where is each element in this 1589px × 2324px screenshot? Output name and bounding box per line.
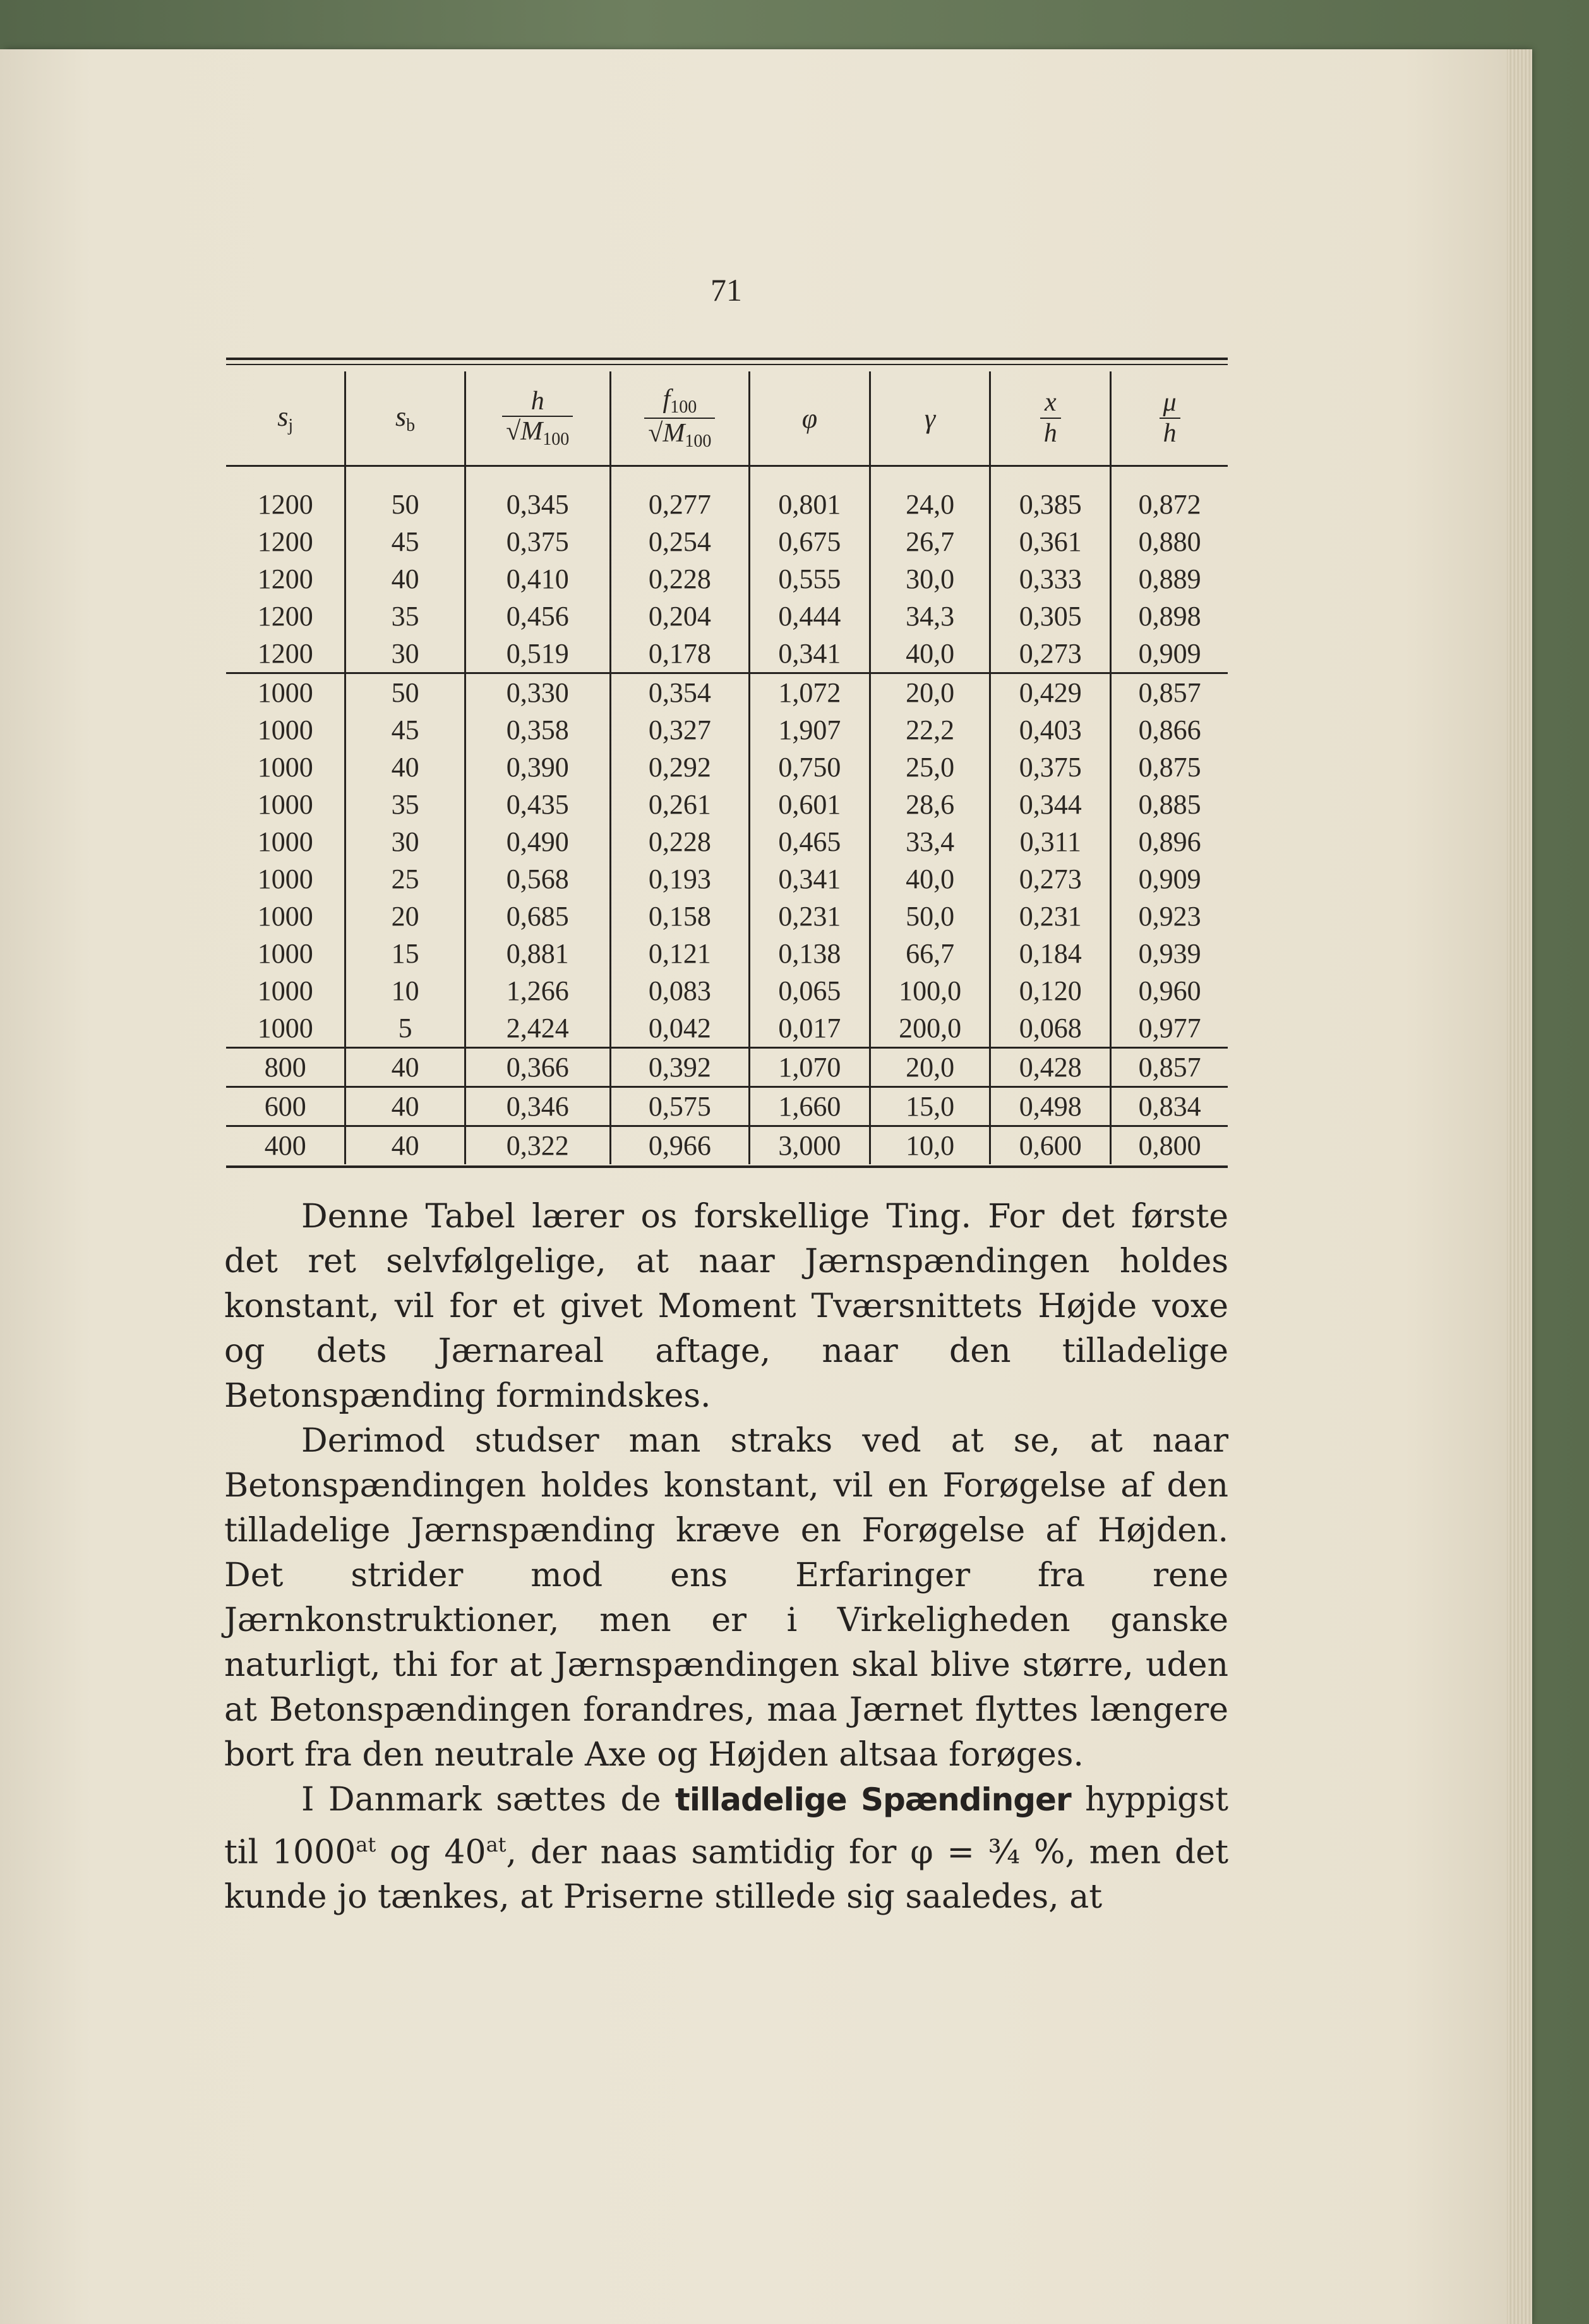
table-row: [226, 673, 1228, 712]
cell-f-ratio: 0,193: [610, 860, 749, 898]
cell-gamma: 50,0: [870, 898, 990, 935]
cell-gamma: 22,2: [870, 711, 990, 749]
cell-x-ratio: 0,498: [990, 1087, 1111, 1126]
cell-sj: 1200: [257, 526, 313, 557]
table-row: [226, 786, 1228, 823]
cell-sj: 1000: [257, 714, 313, 745]
cell-phi: 1,660: [750, 1087, 870, 1126]
paragraph-2: Derimod studser man straks ved at se, at naar Betonspændingen holdes konstant, vil en Forøgelse af den tilladelige Jærnspænding kræve en Forøgelse af Højden. Det strider mod ens Erfaringer fra rene Jærnkonstruktioner, men er i Virkeligheden ganske naturligt, thi for at Jærnspændingen skal blive større, uden at Betonspændingen forandres, maa Jærnet flyttes længere bort fra den neutrale Axe og Højden altsaa forøges.: [224, 1422, 1228, 1774]
cell-h-ratio: 1,266: [465, 972, 610, 1009]
table-header-row: [226, 371, 1228, 466]
cell-x-ratio: 0,428: [990, 1048, 1111, 1087]
cell-sb: 45: [345, 523, 465, 560]
cell-gamma: 25,0: [870, 749, 990, 786]
cell-sb: 5: [345, 1009, 465, 1048]
table-row: [226, 1009, 1228, 1048]
cell-phi: 0,750: [750, 749, 870, 786]
cell-sj: 1000: [257, 901, 313, 932]
cell-sj: 1000: [226, 673, 345, 712]
cell-sj: 1200: [257, 563, 313, 594]
table-row: [226, 1087, 1228, 1126]
cell-mu-ratio: 0,896: [1111, 823, 1228, 860]
page-number: 71: [711, 272, 742, 308]
cell-x-ratio: 0,311: [990, 823, 1111, 860]
cell-f-ratio: 0,228: [610, 560, 749, 598]
cell-f-ratio: 0,083: [610, 972, 749, 1009]
cell-h-ratio: 0,490: [465, 823, 610, 860]
cell-h-ratio: 0,568: [465, 860, 610, 898]
cell-phi: 0,444: [750, 598, 870, 635]
cell-gamma: 34,3: [870, 598, 990, 635]
cell-h-ratio: 0,456: [465, 598, 610, 635]
cell-f-ratio: 0,277: [610, 466, 749, 524]
cell-f-ratio: 0,327: [610, 711, 749, 749]
cell-f-ratio: 0,178: [610, 635, 749, 673]
cell-sb: 35: [345, 786, 465, 823]
cell-phi: 3,000: [750, 1126, 870, 1165]
cell-x-ratio: 0,273: [990, 635, 1111, 673]
cell-gamma: 40,0: [870, 635, 990, 673]
cell-x-ratio: 0,231: [990, 898, 1111, 935]
cell-mu-ratio: 0,857: [1111, 1048, 1228, 1087]
cell-h-ratio: 0,345: [465, 466, 610, 524]
cell-gamma: 15,0: [870, 1087, 990, 1126]
cell-f-ratio: 0,392: [610, 1048, 749, 1087]
cell-h-ratio: 2,424: [465, 1009, 610, 1048]
header-sb: $s_b$: [345, 371, 465, 466]
paragraph-3: I Danmark sættes de tilladelige Spændinger hyppigst til $1000^{at}$ og $40^{at}$, der naas samtidig for φ = ¾ %, men det kunde jo tænkes, at Priserne stillede sig saaledes, at: [224, 1781, 1228, 1917]
cell-h-ratio: 0,435: [465, 786, 610, 823]
cell-mu-ratio: 0,977: [1111, 1009, 1228, 1048]
cell-gamma: 20,0: [870, 673, 990, 712]
table-top-rule-thin: [226, 364, 1228, 365]
header-gamma: γ: [870, 371, 990, 466]
cell-sj: 1200: [257, 489, 313, 520]
cell-phi: 0,555: [750, 560, 870, 598]
cell-sb: 25: [345, 860, 465, 898]
cell-x-ratio: 0,068: [990, 1009, 1111, 1048]
cell-x-ratio: 0,184: [990, 935, 1111, 972]
table-row: [226, 823, 1228, 860]
page-edges: [1507, 49, 1532, 2324]
cell-sj: 1000: [257, 975, 313, 1006]
cell-phi: 0,465: [750, 823, 870, 860]
cell-sj: 400: [226, 1126, 345, 1165]
cell-f-ratio: 0,158: [610, 898, 749, 935]
cell-phi: 0,801: [750, 466, 870, 524]
cell-f-ratio: 0,042: [610, 1009, 749, 1048]
table-row: [226, 1048, 1228, 1087]
cell-gamma: 30,0: [870, 560, 990, 598]
table-bottom-rule: [226, 1165, 1228, 1168]
cell-sj: 600: [226, 1087, 345, 1126]
cell-mu-ratio: 0,939: [1111, 935, 1228, 972]
cell-mu-ratio: 0,834: [1111, 1087, 1228, 1126]
cell-h-ratio: 0,322: [465, 1126, 610, 1165]
cell-sj: 1200: [257, 638, 313, 669]
stress-table: [226, 371, 1228, 1164]
cell-h-ratio: 0,881: [465, 935, 610, 972]
cell-x-ratio: 0,361: [990, 523, 1111, 560]
cell-x-ratio: 0,429: [990, 673, 1111, 712]
header-h-over-root-m: $\frac{h}{√M_{100}}$: [465, 371, 610, 466]
cell-x-ratio: 0,600: [990, 1126, 1111, 1165]
cell-gamma: 10,0: [870, 1126, 990, 1165]
table-row: [226, 1126, 1228, 1165]
table-row: [226, 972, 1228, 1009]
paragraph-1: Denne Tabel lærer os forskellige Ting. For det første det ret selvfølgelige, at naar Jærnspændingen holdes konstant, vil for et givet Moment Tværsnittets Højde voxe og dets Jærnareal aftage, naar den tilladelige Betonspænding formindskes.: [224, 1198, 1228, 1415]
body-text: [224, 1195, 1228, 1920]
cell-sb: 40: [345, 560, 465, 598]
cell-h-ratio: 0,375: [465, 523, 610, 560]
cell-mu-ratio: 0,898: [1111, 598, 1228, 635]
cell-phi: 1,070: [750, 1048, 870, 1087]
cell-mu-ratio: 0,885: [1111, 786, 1228, 823]
cell-sj: 1000: [257, 864, 313, 894]
cell-h-ratio: 0,519: [465, 635, 610, 673]
table-row: [226, 560, 1228, 598]
cell-x-ratio: 0,305: [990, 598, 1111, 635]
cell-sb: 50: [345, 466, 465, 524]
table-row: [226, 598, 1228, 635]
cell-phi: 0,017: [750, 1009, 870, 1048]
cell-sb: 30: [345, 635, 465, 673]
cell-gamma: 40,0: [870, 860, 990, 898]
cell-phi: 0,138: [750, 935, 870, 972]
cell-sb: 30: [345, 823, 465, 860]
cell-gamma: 66,7: [870, 935, 990, 972]
cell-h-ratio: 0,685: [465, 898, 610, 935]
cell-x-ratio: 0,385: [990, 466, 1111, 524]
cell-sb: 40: [345, 1126, 465, 1165]
cell-mu-ratio: 0,880: [1111, 523, 1228, 560]
cell-phi: 0,601: [750, 786, 870, 823]
cell-x-ratio: 0,120: [990, 972, 1111, 1009]
cell-gamma: 200,0: [870, 1009, 990, 1048]
cell-x-ratio: 0,375: [990, 749, 1111, 786]
table-top-rule: [226, 358, 1228, 360]
cell-sj: 1000: [257, 1013, 313, 1044]
cell-gamma: 26,7: [870, 523, 990, 560]
cell-sb: 40: [345, 1048, 465, 1087]
cell-f-ratio: 0,121: [610, 935, 749, 972]
table-row: [226, 635, 1228, 673]
cell-f-ratio: 0,966: [610, 1126, 749, 1165]
cell-mu-ratio: 0,923: [1111, 898, 1228, 935]
cell-phi: 1,072: [750, 673, 870, 712]
cell-sb: 40: [345, 749, 465, 786]
cell-h-ratio: 0,390: [465, 749, 610, 786]
cell-h-ratio: 0,358: [465, 711, 610, 749]
cell-f-ratio: 0,254: [610, 523, 749, 560]
cell-x-ratio: 0,273: [990, 860, 1111, 898]
table-row: [226, 935, 1228, 972]
table-row: [226, 711, 1228, 749]
cell-mu-ratio: 0,909: [1111, 635, 1228, 673]
cell-mu-ratio: 0,872: [1111, 466, 1228, 524]
cell-phi: 0,675: [750, 523, 870, 560]
cell-phi: 0,341: [750, 860, 870, 898]
cell-mu-ratio: 0,875: [1111, 749, 1228, 786]
header-mu-over-h: $\frac{\mu}{h}$: [1111, 371, 1228, 466]
cell-phi: 1,907: [750, 711, 870, 749]
cell-sj: 1000: [257, 752, 313, 783]
cell-gamma: 28,6: [870, 786, 990, 823]
cell-gamma: 20,0: [870, 1048, 990, 1087]
cell-mu-ratio: 0,800: [1111, 1126, 1228, 1165]
table-row: [226, 898, 1228, 935]
cell-x-ratio: 0,333: [990, 560, 1111, 598]
cell-sb: 50: [345, 673, 465, 712]
cell-f-ratio: 0,204: [610, 598, 749, 635]
table-row: [226, 749, 1228, 786]
cell-h-ratio: 0,410: [465, 560, 610, 598]
table-body: [226, 466, 1228, 1165]
table-row: [226, 466, 1228, 524]
cell-f-ratio: 0,228: [610, 823, 749, 860]
cell-h-ratio: 0,346: [465, 1087, 610, 1126]
cell-gamma: 100,0: [870, 972, 990, 1009]
cell-phi: 0,065: [750, 972, 870, 1009]
cell-mu-ratio: 0,909: [1111, 860, 1228, 898]
cell-mu-ratio: 0,857: [1111, 673, 1228, 712]
cell-x-ratio: 0,344: [990, 786, 1111, 823]
cell-gamma: 24,0: [870, 466, 990, 524]
cell-sb: 15: [345, 935, 465, 972]
cell-sb: 10: [345, 972, 465, 1009]
cell-h-ratio: 0,366: [465, 1048, 610, 1087]
cell-mu-ratio: 0,866: [1111, 711, 1228, 749]
header-sj: $s_j$: [226, 371, 345, 466]
cell-sb: 20: [345, 898, 465, 935]
cell-h-ratio: 0,330: [465, 673, 610, 712]
cell-phi: 0,231: [750, 898, 870, 935]
header-phi: φ: [750, 371, 870, 466]
cell-mu-ratio: 0,889: [1111, 560, 1228, 598]
cell-sj: 1000: [257, 826, 313, 857]
cell-sj: 1000: [257, 789, 313, 820]
cell-sb: 40: [345, 1087, 465, 1126]
cell-x-ratio: 0,403: [990, 711, 1111, 749]
table-row: [226, 523, 1228, 560]
cell-sj: 800: [226, 1048, 345, 1087]
cell-f-ratio: 0,261: [610, 786, 749, 823]
cell-f-ratio: 0,354: [610, 673, 749, 712]
cell-sb: 35: [345, 598, 465, 635]
table-row: [226, 860, 1228, 898]
cell-f-ratio: 0,292: [610, 749, 749, 786]
cell-f-ratio: 0,575: [610, 1087, 749, 1126]
cell-gamma: 33,4: [870, 823, 990, 860]
cell-mu-ratio: 0,960: [1111, 972, 1228, 1009]
cell-sb: 45: [345, 711, 465, 749]
cell-sj: 1000: [257, 938, 313, 969]
header-f-over-root-m: $\frac{f_{100}}{√M_{100}}$: [610, 371, 749, 466]
cell-sj: 1200: [257, 601, 313, 632]
header-x-over-h: $\frac{x}{h}$: [990, 371, 1111, 466]
cell-phi: 0,341: [750, 635, 870, 673]
